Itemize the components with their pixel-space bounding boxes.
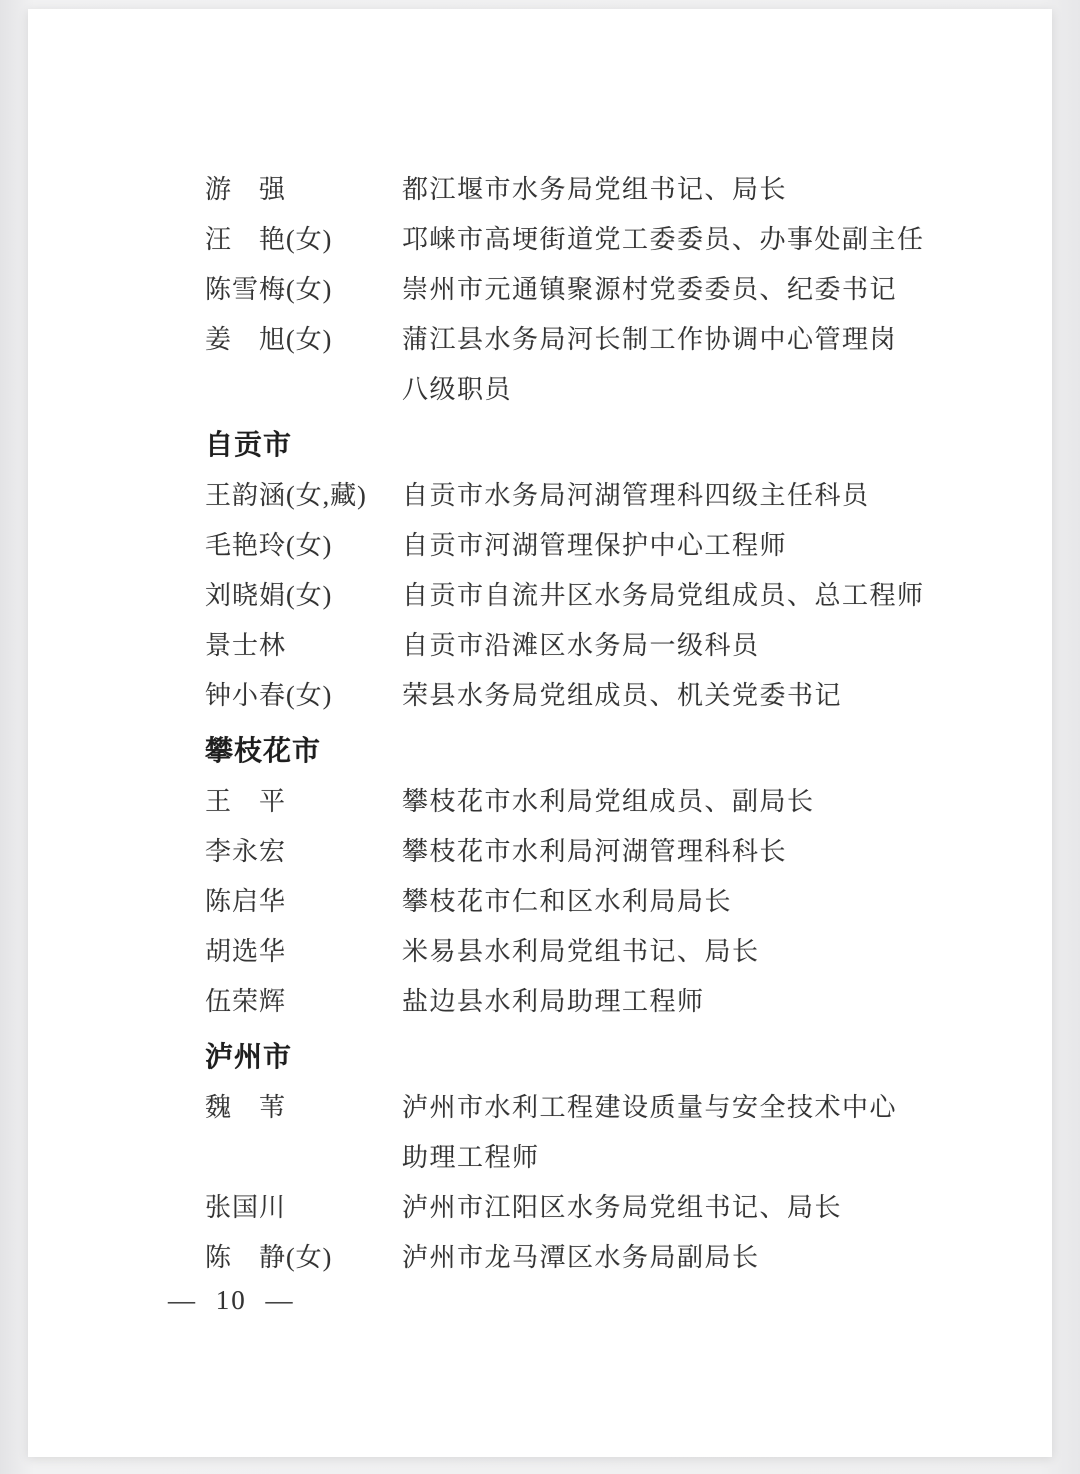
entry-title-line: 攀枝花市仁和区水利局局长 [402,887,733,916]
entry-title-line: 自贡市水务局河湖管理科四级主任科员 [402,481,870,510]
entry-name: 胡选华 [205,937,287,966]
entry-title [402,1233,992,1283]
entry-row [205,621,992,671]
page-content [28,9,1052,1283]
entry-title [402,165,992,215]
entry-title-line: 邛崃市高埂街道党工委委员、办事处副主任 [402,225,925,254]
entry-title [402,265,992,315]
entry-row [205,777,992,827]
entry-row [205,927,992,977]
entry-name: 王 平 [205,787,287,816]
section-header-city: 攀枝花市 [205,736,322,767]
entry-name: 刘晓娟(女) [205,581,333,610]
entry-row [205,877,992,927]
entry-title [402,1183,992,1233]
entry-name: 张国川 [205,1193,287,1222]
entry-title [402,621,992,671]
entry-row [205,827,992,877]
entry-title-line: 蒲江县水务局河长制工作协调中心管理岗 [402,325,898,354]
entry-title [402,215,992,265]
entry-title-line: 泸州市龙马潭区水务局副局长 [402,1243,760,1272]
page-number: — 10 — [168,1285,295,1315]
entry-title [402,471,992,521]
entry-row [205,1233,992,1283]
entry-title-line: 攀枝花市水利局河湖管理科科长 [402,837,788,866]
document-page [28,9,1052,1457]
entry-title-line: 自贡市河湖管理保护中心工程师 [402,531,788,560]
entry-title [402,671,992,721]
entry-title-line: 崇州市元通镇聚源村党委委员、纪委书记 [402,275,898,304]
entry-name: 陈雪梅(女) [205,275,333,304]
entry-title [402,315,992,415]
entry-row [205,571,992,621]
entry-title-line: 助理工程师 [402,1143,540,1172]
entry-name: 钟小春(女) [205,681,333,710]
entry-title-line: 泸州市水利工程建设质量与安全技术中心 [402,1093,898,1122]
entry-title [402,877,992,927]
entry-row [205,265,992,315]
entry-title [402,927,992,977]
entry-row [205,165,992,215]
entry-title [402,977,992,1027]
entry-name: 毛艳玲(女) [205,531,333,560]
entry-title [402,777,992,827]
entry-title [402,521,992,571]
section-header-city: 自贡市 [205,430,293,461]
entry-title-line: 泸州市江阳区水务局党组书记、局长 [402,1193,843,1222]
entry-title-line: 盐边县水利局助理工程师 [402,987,705,1016]
entry-row [205,315,992,415]
entry-title-line: 都江堰市水务局党组书记、局长 [402,175,788,204]
entry-row [205,977,992,1027]
entry-name: 姜 旭(女) [205,325,333,354]
entry-name: 李永宏 [205,837,287,866]
entry-name: 伍荣辉 [205,987,287,1016]
entry-title-line: 自贡市沿滩区水务局一级科员 [402,631,760,660]
entry-name: 陈 静(女) [205,1243,333,1272]
entry-name: 景士林 [205,631,287,660]
entry-name: 游 强 [205,175,287,204]
entry-title-line: 荣县水务局党组成员、机关党委书记 [402,681,843,710]
entry-name: 陈启华 [205,887,287,916]
entry-title [402,1083,992,1183]
entry-title-line: 攀枝花市水利局党组成员、副局长 [402,787,815,816]
entry-name: 汪 艳(女) [205,225,333,254]
section-header-city: 泸州市 [205,1042,293,1073]
entry-title-line: 自贡市自流井区水务局党组成员、总工程师 [402,581,925,610]
entry-name: 魏 苇 [205,1093,287,1122]
entry-title-line: 米易县水利局党组书记、局长 [402,937,760,966]
entry-title [402,571,992,621]
entry-row [205,1083,992,1183]
entry-row [205,215,992,265]
entry-row [205,521,992,571]
entry-title-line: 八级职员 [402,375,513,404]
entry-row [205,1183,992,1233]
entry-row [205,471,992,521]
entry-row [205,671,992,721]
entry-title [402,827,992,877]
entry-name: 王韵涵(女,藏) [205,481,367,510]
